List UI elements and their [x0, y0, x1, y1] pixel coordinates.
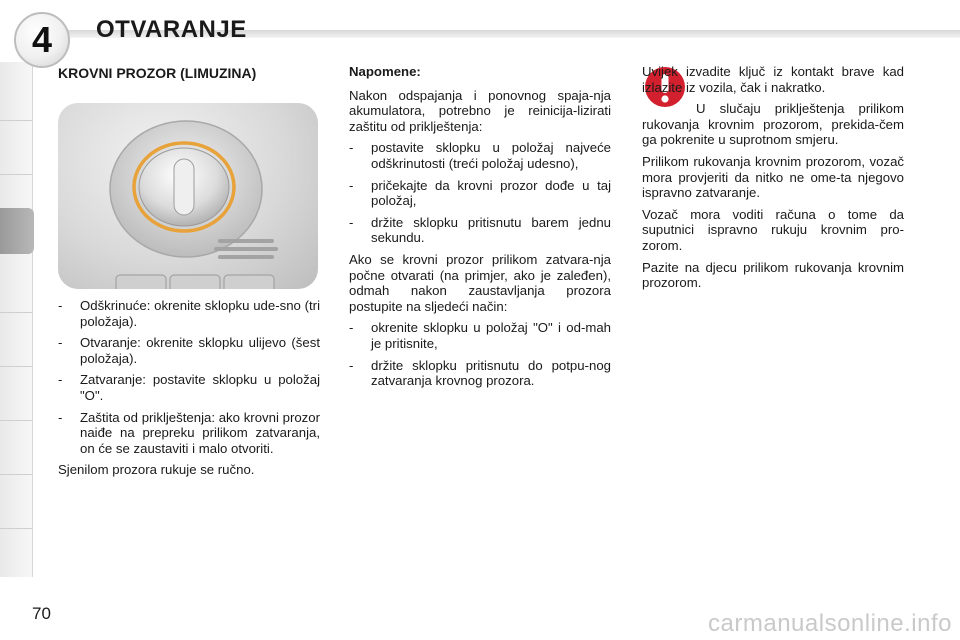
list-item: - postavite sklopku u položaj najveće odškrinutosti (treći položaj udesno),: [349, 140, 611, 171]
page-number: 70: [32, 604, 51, 623]
column-left: [58, 64, 320, 82]
tab-divider: [0, 420, 32, 421]
warning-paragraph: Vozač mora voditi računa o tome da suputnici ispravno rukuju krovnim pro-zorom.: [642, 206, 904, 253]
closing-note: Sjenilom prozora rukuje se ručno.: [58, 462, 255, 478]
sunroof-switch-illustration: [58, 103, 318, 289]
list-item: - okrenite sklopku u položaj "O" i od-mah je pritisnite,: [349, 320, 611, 351]
list-item: - držite sklopku pritisnutu do potpu-nog zatvaranja krovnog prozora.: [349, 358, 611, 389]
notes-paragraph: Ako se krovni prozor prilikom zatvara-nja počne otvarati (na primjer, ako je zaleđen), odmah nakon zaustavljanja prozora postupite na sljedeći način:: [349, 251, 611, 314]
tab-divider: [0, 120, 32, 121]
notes-paragraph: Nakon odspajanja i ponovnog spaja-nja akumulatora, potrebno je reinicija-lizirati zaštitu od priklještenja:: [349, 87, 611, 134]
list-item: - pričekajte da krovni prozor dođe u taj položaj,: [349, 178, 611, 209]
warning-paragraph: U slučaju priklještenja prilikom rukovanja krovnim prozorom, prekida-čem ga pokrenite u suprotnom smjeru.: [642, 101, 904, 148]
column-left-text: [58, 298, 320, 484]
column-right: [642, 64, 904, 297]
warning-paragraph: Pazite na djecu prilikom rukovanja krovnim prozorom.: [642, 259, 904, 291]
console-buttons: [116, 275, 274, 289]
active-chapter-tab[interactable]: [0, 208, 34, 254]
chapter-title: OTVARANJE: [96, 16, 247, 43]
switch-positions-list: [58, 298, 320, 456]
sunroof-switch-drawing: [58, 103, 318, 289]
list-item: - Zatvaranje: postavite sklopku u položaj "O".: [58, 372, 320, 403]
list-item: - Zaštita od priklještenja: ako krovni prozor naiđe na prepreku prilikom zatvaranja, on će se zaustaviti i malo otvoriti.: [58, 410, 320, 457]
chapter-tab-strip: [0, 62, 33, 577]
chapter-number-badge: 4: [14, 12, 70, 68]
section-title: KROVNI PROZOR (LIMUZINA): [58, 65, 257, 81]
warning-paragraph: Prilikom rukovanja krovnim prozorom, vozač mora provjeriti da nitko ne ome-ta njegovo ispravno zatvaranje.: [642, 153, 904, 201]
tab-divider: [0, 312, 32, 313]
list-item: - Odškrinuće: okrenite sklopku ude-sno (tri položaja).: [58, 298, 320, 329]
tab-divider: [0, 528, 32, 529]
frozen-steps-list: [349, 320, 611, 388]
tab-divider: [0, 474, 32, 475]
list-item: - Otvaranje: okrenite sklopku ulijevo (šest položaja).: [58, 335, 320, 366]
notes-heading: Napomene:: [349, 64, 421, 79]
knob-grip: [174, 159, 194, 215]
warning-paragraph: Uvijek izvadite ključ iz kontakt brave kad izlazite iz vozila, čak i nakratko.: [642, 64, 904, 95]
column-middle: [349, 64, 611, 395]
tab-divider: [0, 174, 32, 175]
speaker-grille: [214, 239, 278, 259]
watermark: carmanualsonline.info: [708, 610, 952, 637]
list-item: - držite sklopku pritisnutu barem jednu sekundu.: [349, 215, 611, 246]
reinit-steps-list: [349, 140, 611, 246]
tab-divider: [0, 366, 32, 367]
